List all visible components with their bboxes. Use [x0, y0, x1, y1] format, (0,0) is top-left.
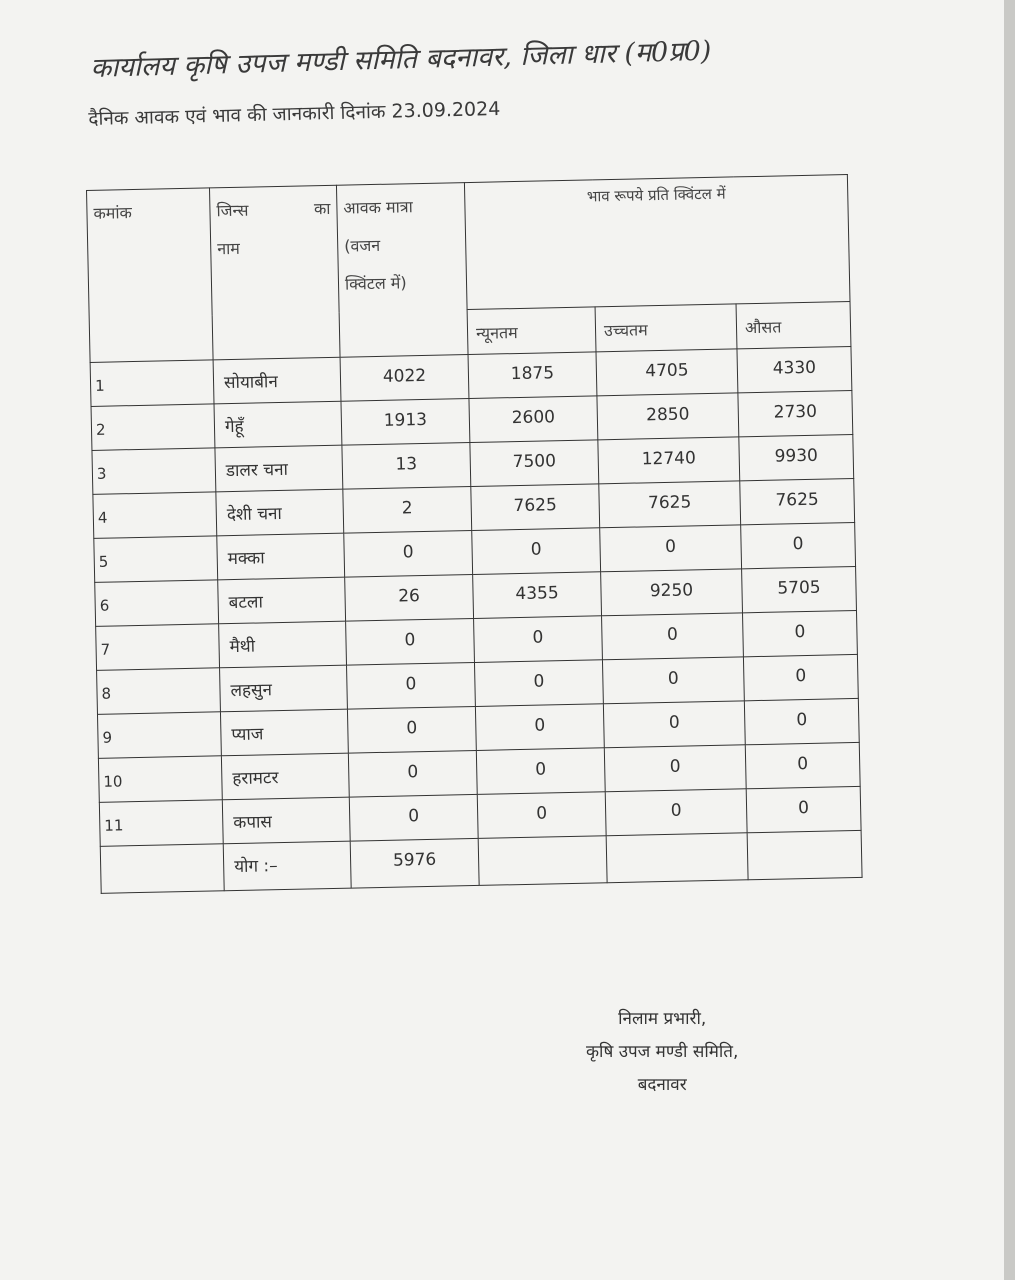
header-arrival-line3: क्विंटल में) [344, 273, 407, 294]
background-edge [1004, 0, 1015, 1280]
row-commodity: गेहूँ [224, 416, 244, 438]
row-serial: 8 [101, 684, 112, 703]
row-commodity: मैथी [229, 636, 256, 658]
row-serial: 2 [95, 420, 106, 439]
signature-block [586, 1003, 738, 1102]
total-empty-max [606, 833, 748, 883]
row-arrival: 13 [395, 454, 418, 475]
row-avg-price: 7625 [775, 489, 819, 511]
header-min-price: न्यूनतम [467, 307, 596, 355]
row-max-price: 0 [667, 668, 679, 689]
row-avg-price: 0 [797, 754, 809, 775]
row-min-price: 7500 [512, 451, 557, 473]
row-min-price: 0 [533, 671, 545, 692]
report-subtitle: दैनिक आवक एवं भाव की जानकारी दिनांक 23.09.2024 [88, 97, 501, 130]
row-max-price: 2850 [645, 404, 690, 426]
row-serial: 3 [96, 464, 107, 483]
row-commodity: प्याज [231, 724, 264, 746]
row-serial: 11 [104, 816, 124, 835]
row-avg-price: 0 [796, 710, 808, 731]
header-avg-price: औसत [736, 302, 851, 349]
row-avg-price: 0 [794, 622, 806, 643]
row-avg-price: 2730 [773, 401, 818, 423]
row-avg-price: 0 [795, 666, 807, 687]
header-name-word2: का [313, 198, 331, 219]
row-min-price: 0 [530, 539, 542, 560]
row-arrival: 0 [402, 542, 414, 563]
row-max-price: 0 [668, 712, 680, 733]
row-commodity: देशी चना [226, 503, 283, 526]
row-max-price: 9250 [649, 580, 694, 602]
row-min-price: 0 [536, 803, 548, 824]
row-serial: 1 [94, 376, 105, 395]
row-min-price: 0 [532, 627, 544, 648]
row-arrival: 26 [398, 586, 421, 607]
row-avg-price: 5705 [777, 577, 821, 599]
signature-line3: बदनावर [637, 1075, 687, 1095]
header-serial: कमांक [87, 188, 214, 363]
header-arrival-line1: आवक मात्रा [343, 197, 413, 218]
signature-line2: कृषि उपज मण्डी समिति, [586, 1042, 739, 1062]
row-arrival: 0 [404, 630, 416, 651]
row-avg-price: 9930 [774, 445, 819, 467]
total-empty-avg [747, 830, 862, 879]
header-commodity-name [209, 185, 340, 360]
row-max-price: 0 [664, 536, 677, 557]
row-arrival: 1913 [383, 409, 428, 431]
rates-table-wrapper [86, 174, 863, 894]
row-min-price: 2600 [511, 407, 556, 429]
total-label: योग :– [234, 856, 278, 878]
row-min-price: 0 [534, 715, 546, 736]
header-max-price: उच्चतम [595, 304, 737, 352]
row-arrival: 0 [405, 674, 417, 695]
row-commodity: मक्का [227, 548, 265, 570]
row-min-price: 0 [535, 759, 547, 780]
row-avg-price: 0 [797, 797, 810, 819]
row-max-price: 4705 [645, 360, 689, 382]
row-max-price: 0 [670, 800, 682, 821]
row-max-price: 12740 [641, 448, 697, 470]
row-avg-price: 4330 [772, 357, 817, 379]
office-title: कार्यालय कृषि उपज मण्डी समिति बदनावर, जिला धार (म0प्र0) [90, 35, 712, 84]
row-serial: 6 [99, 596, 110, 615]
header-arrival-line2: (वजन [344, 235, 381, 256]
row-max-price: 7625 [647, 492, 692, 514]
row-serial: 7 [100, 640, 111, 659]
total-arrival: 5976 [392, 849, 437, 871]
total-empty-min [478, 836, 607, 886]
row-commodity: कपास [233, 812, 273, 834]
row-serial: 10 [103, 772, 123, 791]
header-price-group: भाव रूपये प्रति क्विंटल में [464, 175, 850, 310]
row-max-price: 0 [669, 756, 681, 777]
row-arrival: 4022 [382, 365, 427, 387]
table-header-row [87, 175, 850, 318]
row-min-price: 1875 [510, 363, 555, 385]
row-min-price: 7625 [513, 495, 558, 517]
row-commodity: सोयाबीन [223, 372, 278, 394]
signature-line1: निलाम प्रभारी, [618, 1009, 707, 1029]
mandi-rates-table [86, 174, 863, 894]
row-arrival: 2 [401, 498, 413, 519]
header-name-word1: जिन्स [216, 200, 249, 221]
row-serial: 9 [102, 728, 113, 747]
row-commodity: हरामटर [232, 768, 279, 790]
header-arrival [336, 183, 468, 358]
row-min-price: 4355 [515, 583, 559, 605]
row-commodity: लहसुन [230, 680, 273, 702]
row-avg-price: 0 [792, 534, 804, 555]
row-serial: 5 [98, 552, 109, 571]
row-commodity: डालर चना [225, 459, 289, 482]
header-name-word3: नाम [217, 238, 241, 259]
total-empty-serial [100, 844, 224, 894]
row-arrival: 0 [406, 718, 418, 739]
row-arrival: 0 [408, 806, 420, 827]
row-arrival: 0 [407, 762, 419, 783]
row-serial: 4 [97, 508, 108, 527]
row-max-price: 0 [666, 624, 679, 645]
row-commodity: बटला [228, 592, 264, 614]
